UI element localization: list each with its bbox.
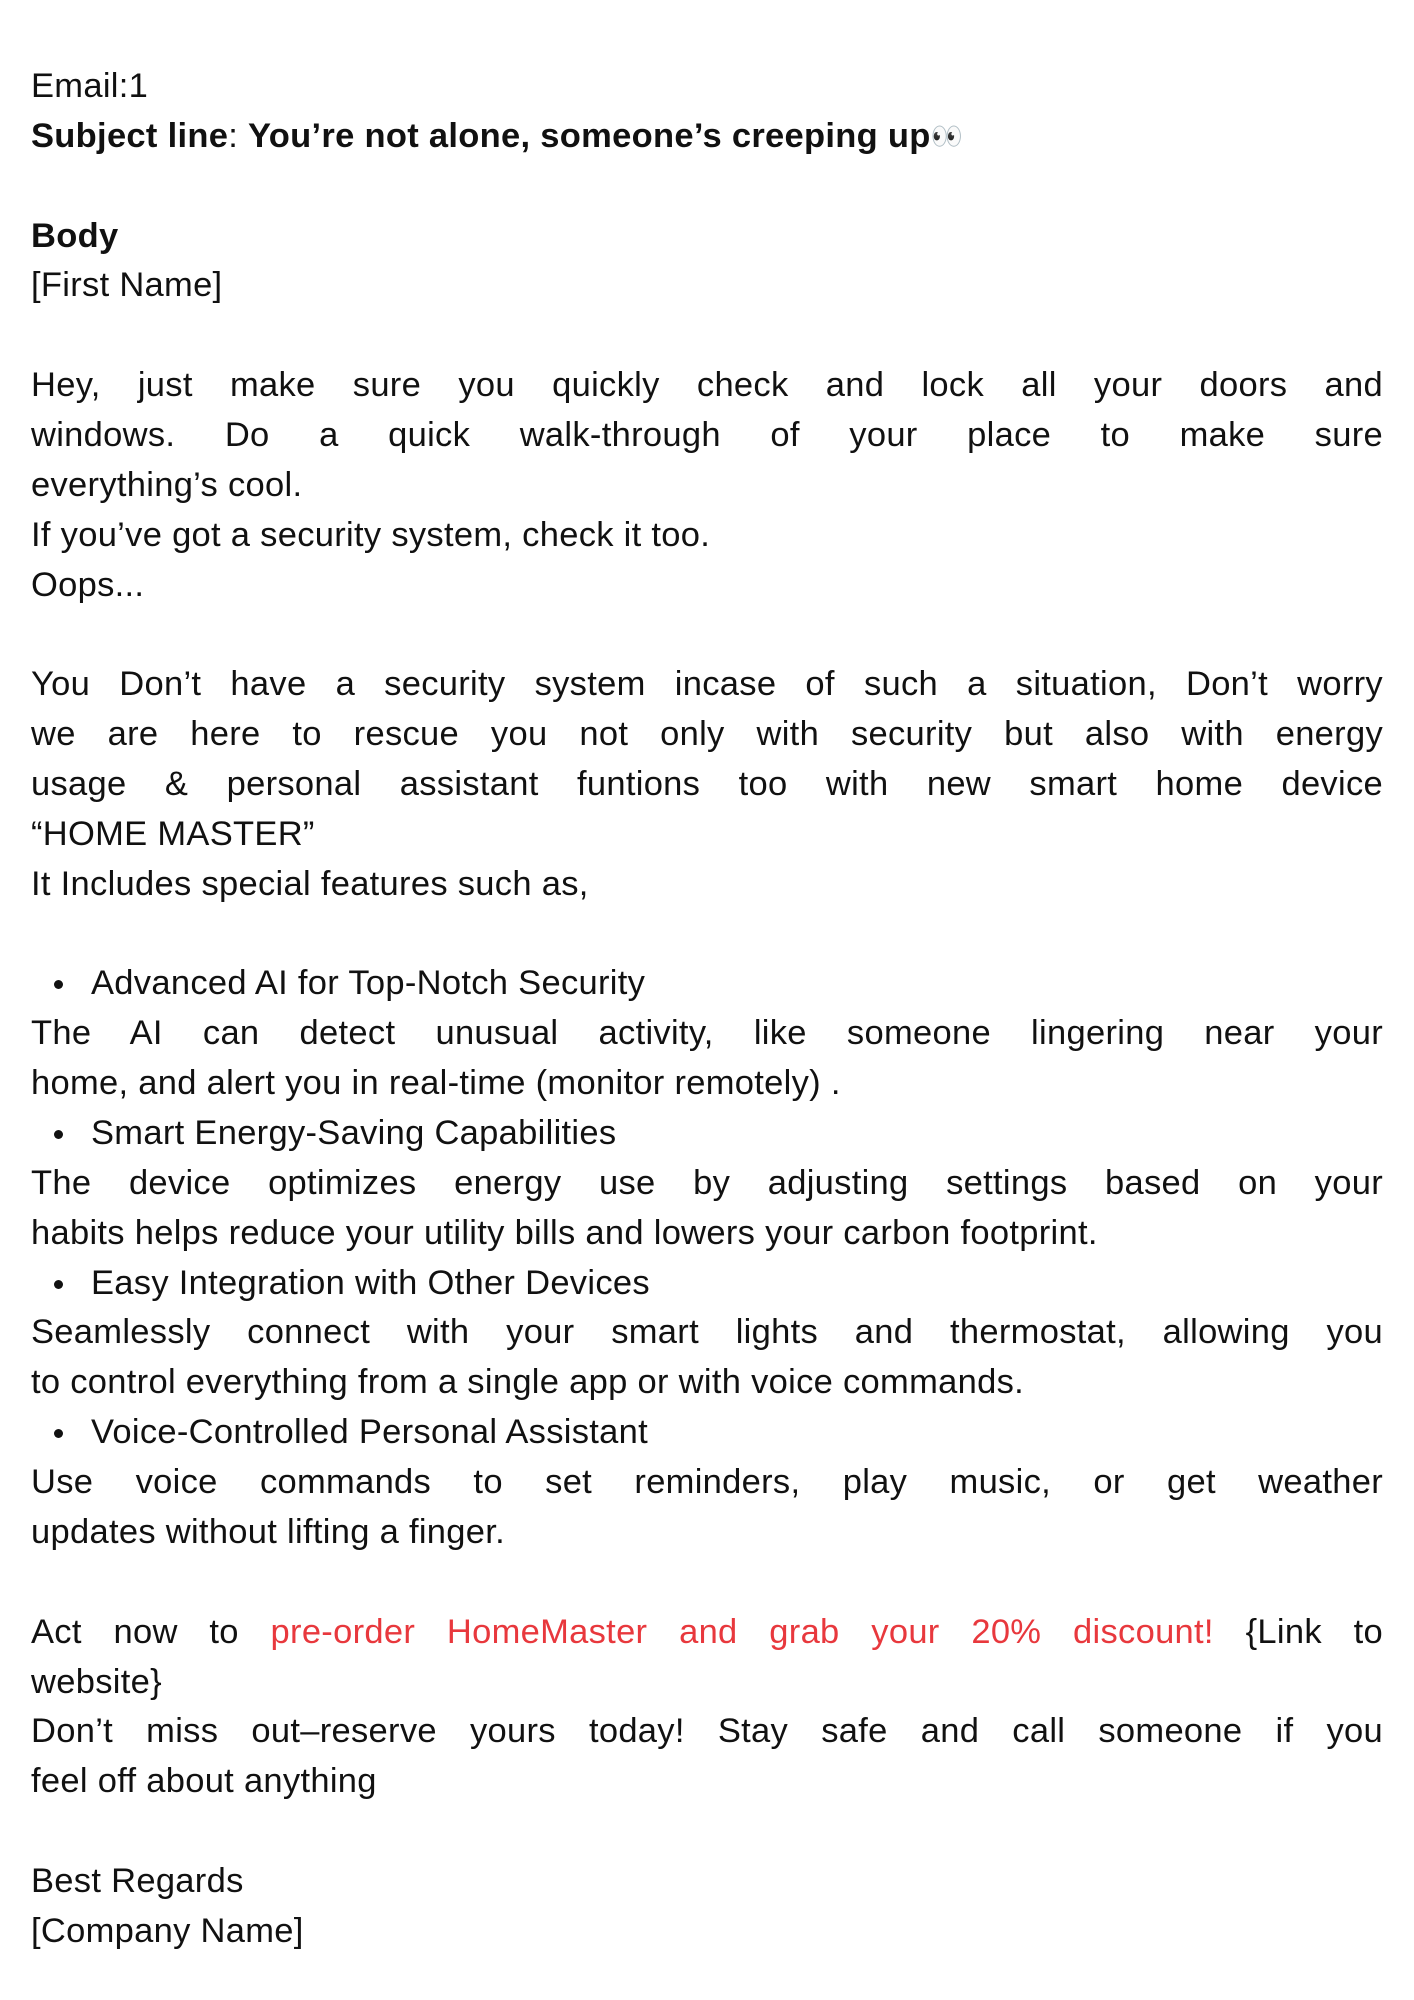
security-check-line: If you’ve got a security system, check it too.: [31, 515, 711, 554]
feature-item: [31, 1408, 1383, 1458]
email-label: Email:1: [31, 67, 149, 105]
blank-line: [31, 162, 1383, 212]
cta-link-continued: website}: [31, 1662, 162, 1701]
paragraph-line: “HOME MASTER”: [31, 814, 315, 853]
feature-title: Smart Energy-Saving Capabilities: [91, 1114, 617, 1153]
feature-title: Voice-Controlled Personal Assistant: [91, 1413, 649, 1452]
eyes-icon: 👀: [930, 120, 958, 151]
subject-label: Subject line: [31, 116, 229, 155]
paragraph-line: You Don’t have a security system incase of such a situation, Don’t worry: [31, 665, 1383, 704]
paragraph-line: everything’s cool.: [31, 465, 303, 504]
features-intro: It Includes special features such as,: [31, 864, 589, 903]
greeting: [First Name]: [31, 266, 223, 305]
email-document: [31, 62, 1383, 1957]
blank-line: [31, 1807, 1383, 1857]
paragraph-line: usage & personal assistant funtions too with new smart home device: [31, 765, 1383, 804]
bullet-icon: [54, 980, 63, 989]
cta-link-placeholder: {Link to: [1213, 1612, 1383, 1651]
paragraph-line: Hey, just make sure you quickly check and lock all your doors and: [31, 366, 1383, 405]
cta-prefix: Act now to: [31, 1612, 271, 1651]
oops-line: Oops...: [31, 565, 145, 604]
feature-desc-line: Seamlessly connect with your smart lights and thermostat, allowing you: [31, 1313, 1383, 1352]
bullet-icon: [54, 1429, 63, 1438]
feature-desc-line: home, and alert you in real-time (monitor remotely) .: [31, 1064, 841, 1103]
feature-desc-line: Use voice commands to set reminders, play music, or get weather: [31, 1463, 1383, 1502]
feature-desc-line: The AI can detect unusual activity, like someone lingering near your: [31, 1014, 1383, 1053]
paragraph-line: windows. Do a quick walk-through of your place to make sure: [31, 416, 1383, 455]
feature-title: Advanced AI for Top-Notch Security: [91, 964, 646, 1003]
cta-line: [31, 1608, 1383, 1658]
signoff: Best Regards: [31, 1861, 244, 1900]
bullet-icon: [54, 1280, 63, 1289]
blank-line: [31, 1558, 1383, 1608]
feature-item: [31, 959, 1383, 1009]
closing-line: Don’t miss out–reserve yours today! Stay safe and call someone if you: [31, 1712, 1383, 1751]
feature-desc-line: habits helps reduce your utility bills and lowers your carbon footprint.: [31, 1213, 1098, 1252]
feature-desc-line: updates without lifting a finger.: [31, 1512, 506, 1551]
feature-item: [31, 1109, 1383, 1159]
subject-colon: :: [228, 116, 249, 155]
blank-line: [31, 610, 1383, 660]
subject-line: [31, 112, 1383, 162]
feature-desc-line: The device optimizes energy use by adjusting settings based on your: [31, 1163, 1383, 1202]
blank-line: [31, 311, 1383, 361]
signature: [Company Name]: [31, 1911, 304, 1950]
feature-title: Easy Integration with Other Devices: [91, 1263, 650, 1302]
paragraph-line: we are here to rescue you not only with security but also with energy: [31, 715, 1383, 754]
bullet-icon: [54, 1130, 63, 1139]
blank-line: [31, 910, 1383, 960]
subject-text: You’re not alone, someone’s creeping up: [248, 116, 931, 155]
closing-line: feel off about anything: [31, 1762, 377, 1801]
feature-desc-line: to control everything from a single app or with voice commands.: [31, 1363, 1025, 1402]
cta-highlight: pre-order HomeMaster and grab your 20% discount!: [270, 1612, 1214, 1651]
body-heading: Body: [31, 216, 119, 255]
feature-item: [31, 1259, 1383, 1309]
